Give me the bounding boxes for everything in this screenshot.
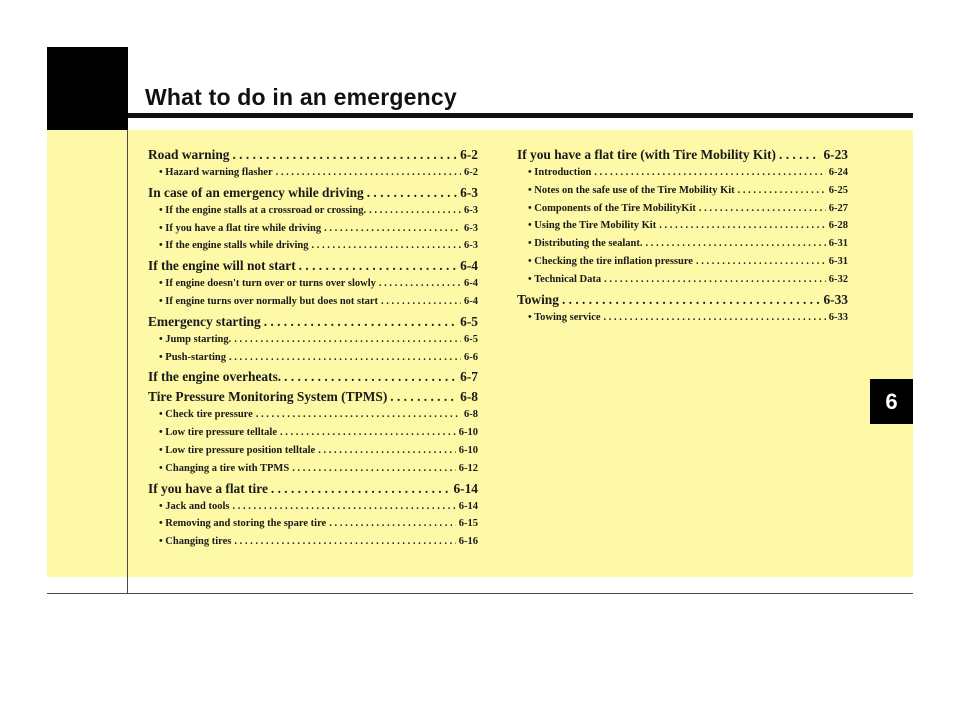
page-title: What to do in an emergency xyxy=(145,84,457,110)
toc-dot-leader xyxy=(659,217,826,235)
toc-page-number: 6-28 xyxy=(828,220,848,232)
toc-page-number: 6-23 xyxy=(823,147,848,162)
title-underline xyxy=(128,113,913,118)
toc-dot-leader xyxy=(280,424,456,442)
toc-entry-label: • If engine doesn't turn over or turns over slowly xyxy=(159,278,376,290)
toc-dot-leader xyxy=(699,200,826,218)
toc-entry-label: • Checking the tire inflation pressure xyxy=(528,255,693,267)
toc-entry-label: Towing xyxy=(517,291,559,307)
toc-dot-leader xyxy=(379,275,461,293)
toc-dot-leader xyxy=(234,533,455,551)
toc-dot-leader xyxy=(324,220,461,238)
toc-subsection-entry[interactable] xyxy=(148,237,478,255)
toc-page-number: 6-3 xyxy=(464,240,478,252)
toc-section-entry[interactable] xyxy=(517,145,848,164)
toc-entry-label: • Push-starting xyxy=(159,351,226,363)
toc-entry-label: • Notes on the safe use of the Tire Mobility Kit xyxy=(528,184,735,196)
toc-page-number: 6-27 xyxy=(828,202,848,214)
toc-dot-leader xyxy=(646,235,826,253)
toc-section-entry[interactable] xyxy=(148,479,478,498)
toc-subsection-entry[interactable] xyxy=(148,533,478,551)
toc-entry-label: Tire Pressure Monitoring System (TPMS) xyxy=(148,389,388,405)
toc-entry-label: • Changing tires xyxy=(159,536,232,548)
toc-subsection-entry[interactable] xyxy=(148,349,478,367)
toc-subsection-entry[interactable] xyxy=(517,182,848,200)
toc-subsection-entry[interactable] xyxy=(148,275,478,293)
toc-subsection-entry[interactable] xyxy=(148,220,478,238)
toc-subsection-entry[interactable] xyxy=(517,271,848,289)
toc-section-entry[interactable] xyxy=(148,256,478,275)
toc-page-number: 6-31 xyxy=(828,238,848,250)
toc-page-number: 6-4 xyxy=(460,258,478,274)
toc-page-number: 6-7 xyxy=(460,369,478,385)
toc-subsection-entry[interactable] xyxy=(148,442,478,460)
toc-dot-leader xyxy=(369,202,461,220)
chapter-tab[interactable]: 6 xyxy=(870,379,913,424)
toc-entry-label: If the engine overheats. xyxy=(148,369,282,385)
toc-entry-label: • Check tire pressure xyxy=(159,409,253,421)
toc-subsection-entry[interactable] xyxy=(517,253,848,271)
toc-entry-label: • Towing service xyxy=(528,311,601,323)
toc-dot-leader xyxy=(256,406,461,424)
toc-page-number: 6-14 xyxy=(458,500,478,512)
toc-subsection-entry[interactable] xyxy=(517,309,848,327)
toc-entry-label: • Introduction xyxy=(528,167,592,178)
toc-dot-leader xyxy=(232,498,455,516)
toc-page-number: 6-24 xyxy=(828,167,848,178)
toc-page-number: 6-33 xyxy=(828,311,848,323)
toc-entry-label: • If the engine stalls while driving xyxy=(159,240,309,252)
toc-entry-label: If the engine will not start xyxy=(148,258,296,274)
toc-dot-leader xyxy=(232,145,457,164)
toc-entry-label: • Using the Tire Mobility Kit xyxy=(528,220,657,232)
toc-entry-label: • Components of the Tire MobilityKit xyxy=(528,202,696,214)
toc-subsection-entry[interactable] xyxy=(148,164,478,182)
toc-dot-leader xyxy=(284,367,457,386)
toc-dot-leader xyxy=(696,253,826,271)
toc-page-number: 6-15 xyxy=(458,518,478,530)
toc-entry-label: In case of an emergency while driving xyxy=(148,184,364,200)
toc-subsection-entry[interactable] xyxy=(517,164,848,182)
toc-dot-leader xyxy=(381,293,461,311)
toc-subsection-entry[interactable] xyxy=(148,202,478,220)
header-corner-block xyxy=(47,47,128,130)
toc-dot-leader xyxy=(318,442,456,460)
toc-subsection-entry[interactable] xyxy=(148,293,478,311)
toc-page-number: 6-16 xyxy=(458,536,478,548)
toc-page-number: 6-4 xyxy=(464,278,478,290)
toc-page-number: 6-3 xyxy=(464,222,478,234)
toc-dot-leader xyxy=(562,290,821,309)
toc-entry-label: • Removing and storing the spare tire xyxy=(159,518,327,530)
toc-page-number: 6-8 xyxy=(460,389,478,405)
toc-section-entry[interactable] xyxy=(148,145,478,164)
toc-section-entry[interactable] xyxy=(148,387,478,406)
toc-dot-leader xyxy=(229,349,461,367)
toc-dot-leader xyxy=(604,271,826,289)
toc-dot-leader xyxy=(779,145,820,164)
toc-entry-label: If you have a flat tire xyxy=(148,480,268,496)
toc-page-number: 6-10 xyxy=(458,427,478,439)
toc-page-number: 6-31 xyxy=(828,255,848,267)
toc-subsection-entry[interactable] xyxy=(148,406,478,424)
toc-entry-label: • If you have a flat tire while driving xyxy=(159,222,322,234)
toc-column-right xyxy=(517,144,848,326)
toc-page-number: 6-33 xyxy=(823,291,848,307)
toc-dot-leader xyxy=(264,312,457,331)
toc-section-entry[interactable] xyxy=(148,183,478,202)
toc-entry-label: • Technical Data xyxy=(528,273,602,285)
toc-dot-leader xyxy=(312,237,461,255)
toc-page-number: 6-10 xyxy=(458,444,478,456)
toc-page-number: 6-25 xyxy=(828,184,848,196)
toc-entry-label: • Low tire pressure telltale xyxy=(159,427,277,439)
toc-column-left xyxy=(148,144,478,551)
toc-entry-label: • If engine turns over normally but does not start xyxy=(159,295,379,307)
toc-dot-leader xyxy=(594,164,825,182)
footer-divider xyxy=(47,593,913,594)
toc-entry-label: If you have a flat tire (with Tire Mobility Kit) xyxy=(517,147,776,162)
toc-dot-leader xyxy=(367,183,457,202)
toc-dot-leader xyxy=(738,182,826,200)
toc-dot-leader xyxy=(271,479,451,498)
toc-entry-label: • Jump starting. xyxy=(159,333,232,345)
toc-subsection-entry[interactable] xyxy=(148,331,478,349)
margin-divider xyxy=(127,130,128,594)
toc-page-number: 6-2 xyxy=(460,147,478,162)
toc-entry-label: • If the engine stalls at a crossroad or crossing. xyxy=(159,204,367,216)
toc-page-number: 6-6 xyxy=(464,351,478,363)
toc-entry-label: • Distributing the sealant. xyxy=(528,238,643,250)
toc-dot-leader xyxy=(390,387,457,406)
toc-dot-leader xyxy=(234,331,461,349)
toc-dot-leader xyxy=(292,460,456,478)
toc-page-number: 6-5 xyxy=(460,313,478,329)
toc-dot-leader xyxy=(299,256,457,275)
toc-dot-leader xyxy=(276,164,461,182)
toc-section-entry[interactable] xyxy=(148,312,478,331)
toc-dot-leader xyxy=(329,515,456,533)
toc-entry-label: • Hazard warning flasher xyxy=(159,167,273,178)
toc-page-number: 6-2 xyxy=(464,167,478,178)
toc-entry-label: • Low tire pressure position telltale xyxy=(159,444,316,456)
toc-page-number: 6-14 xyxy=(453,480,478,496)
toc-subsection-entry[interactable] xyxy=(148,515,478,533)
toc-page-number: 6-8 xyxy=(464,409,478,421)
toc-subsection-entry[interactable] xyxy=(517,200,848,218)
toc-page-number: 6-12 xyxy=(458,462,478,474)
toc-page-number: 6-3 xyxy=(464,204,478,216)
toc-dot-leader xyxy=(604,309,826,327)
toc-entry-label: Road warning xyxy=(148,147,230,162)
toc-entry-label: Emergency starting xyxy=(148,313,261,329)
toc-page-number: 6-3 xyxy=(460,184,478,200)
toc-page-number: 6-32 xyxy=(828,273,848,285)
toc-subsection-entry[interactable] xyxy=(517,235,848,253)
toc-subsection-entry[interactable] xyxy=(517,217,848,235)
toc-entry-label: • Changing a tire with TPMS xyxy=(159,462,290,474)
toc-section-entry[interactable] xyxy=(517,290,848,309)
toc-subsection-entry[interactable] xyxy=(148,498,478,516)
toc-subsection-entry[interactable] xyxy=(148,424,478,442)
toc-page-number: 6-4 xyxy=(464,295,478,307)
toc-page-number: 6-5 xyxy=(464,333,478,345)
toc-entry-label: • Jack and tools xyxy=(159,500,230,512)
toc-subsection-entry[interactable] xyxy=(148,460,478,478)
toc-section-entry[interactable] xyxy=(148,367,478,386)
